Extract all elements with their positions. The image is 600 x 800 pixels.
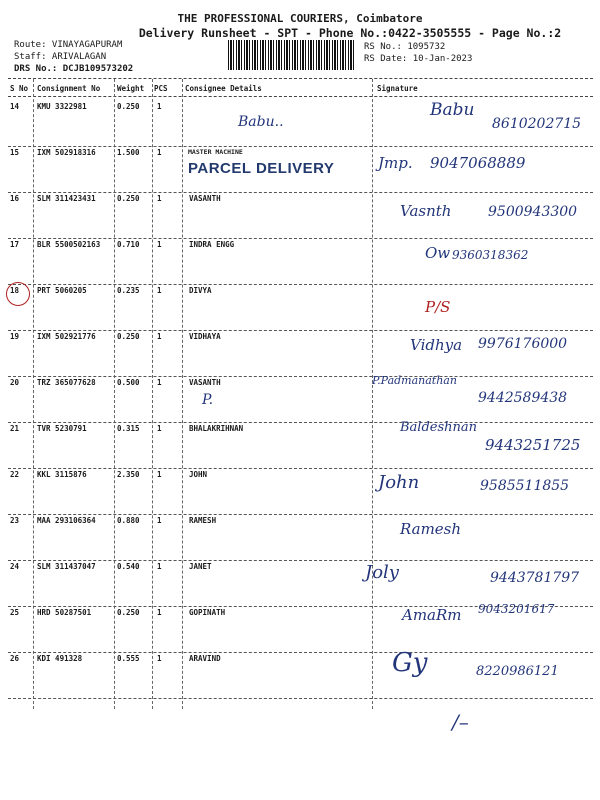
row-weight: 0.250 bbox=[117, 194, 140, 203]
header-top-rule bbox=[8, 78, 593, 79]
col-header-sno: S No bbox=[10, 84, 29, 93]
row-consignment-no: HRD 50287501 bbox=[37, 608, 92, 617]
row-consignee: BHALAKRIHNAN bbox=[189, 424, 244, 433]
row-consignment-no: BLR 5500502163 bbox=[37, 240, 101, 249]
row-sno: 23 bbox=[10, 516, 20, 525]
col-header-consignment: Consignment No bbox=[37, 84, 101, 93]
table-row bbox=[0, 374, 600, 424]
handwritten-signature: Vasnth bbox=[400, 202, 452, 220]
stamp-company-text: MASTER MACHINE bbox=[188, 148, 243, 156]
handwritten-phone: 8220986121 bbox=[476, 664, 559, 679]
row-pcs: 1 bbox=[157, 286, 162, 295]
row-weight: 0.250 bbox=[117, 608, 140, 617]
handwritten-signature: Jmp. bbox=[378, 154, 413, 172]
handwritten-signature: P.Padmanathan bbox=[372, 374, 457, 387]
row-sno: 16 bbox=[10, 194, 20, 203]
table-row bbox=[0, 102, 600, 148]
row-weight: 1.500 bbox=[117, 148, 140, 157]
handwritten-phone: 9585511855 bbox=[480, 478, 570, 494]
handwritten-phone: 8610202715 bbox=[492, 116, 582, 132]
handwritten-signature: Ow bbox=[425, 244, 451, 262]
row-consignee: JANET bbox=[189, 562, 212, 571]
row-separator bbox=[8, 146, 593, 147]
row-consignment-no: KMU 3322981 bbox=[37, 102, 87, 111]
row-separator bbox=[8, 238, 593, 239]
row-separator bbox=[8, 192, 593, 193]
route-label: Route: VINAYAGAPURAM bbox=[14, 40, 123, 50]
row-pcs: 1 bbox=[157, 332, 162, 341]
row-consignment-no: SLM 311437047 bbox=[37, 562, 96, 571]
row-sno: 20 bbox=[10, 378, 20, 387]
handwritten-signature: Gy bbox=[392, 648, 428, 678]
row-weight: 0.235 bbox=[117, 286, 140, 295]
col-header-signature: Signature bbox=[377, 84, 418, 93]
row-weight: 0.540 bbox=[117, 562, 140, 571]
table-row bbox=[0, 332, 600, 378]
handwritten-signature: John bbox=[378, 472, 420, 493]
row-separator bbox=[8, 376, 593, 377]
row-separator bbox=[8, 284, 593, 285]
row-sno: 17 bbox=[10, 240, 20, 249]
col-header-pcs: PCS bbox=[154, 84, 168, 93]
row-consignee: RAMESH bbox=[189, 516, 217, 525]
row-pcs: 1 bbox=[157, 240, 162, 249]
row-consignment-no: KDI 491328 bbox=[37, 654, 83, 663]
row-weight: 2.350 bbox=[117, 470, 140, 479]
rs-date: RS Date: 10-Jan-2023 bbox=[364, 54, 473, 64]
header-bottom-rule bbox=[8, 96, 593, 97]
col-header-consignee: Consignee Details bbox=[185, 84, 262, 93]
table-row bbox=[0, 602, 600, 654]
row-sno: 19 bbox=[10, 332, 20, 341]
handwritten-phone: 9443781797 bbox=[490, 570, 580, 586]
staff-label: Staff: ARIVALAGAN bbox=[14, 52, 107, 62]
row-consignment-no: PRT 5060205 bbox=[37, 286, 87, 295]
row-consignee: VIDHAYA bbox=[189, 332, 221, 341]
row-pcs: 1 bbox=[157, 562, 162, 571]
table-row bbox=[0, 194, 600, 240]
row-weight: 0.250 bbox=[117, 332, 140, 341]
row-pcs: 1 bbox=[157, 424, 162, 433]
handwritten-signature: AmaRm bbox=[402, 606, 462, 624]
row-consignment-no: IXM 502918316 bbox=[37, 148, 96, 157]
row-consignment-no: TVR 5230791 bbox=[37, 424, 87, 433]
table-row bbox=[0, 516, 600, 562]
row-sno: 24 bbox=[10, 562, 20, 571]
drs-number: DRS No.: DCJB109573202 bbox=[14, 64, 134, 74]
row-weight: 0.315 bbox=[117, 424, 140, 433]
row-separator bbox=[8, 698, 593, 699]
table-row bbox=[0, 240, 600, 286]
handwritten-signature: Baldeshnan bbox=[400, 420, 478, 435]
row-pcs: 1 bbox=[157, 194, 162, 203]
row-consignee: VASANTH bbox=[189, 194, 221, 203]
handwritten-name: P. bbox=[202, 392, 214, 408]
handwritten-signature: Vidhya bbox=[410, 336, 463, 354]
row-separator bbox=[8, 330, 593, 331]
handwritten-signature: Ramesh bbox=[400, 520, 462, 538]
row-pcs: 1 bbox=[157, 654, 162, 663]
row-consignee: INDRA ENGG bbox=[189, 240, 235, 249]
parcel-delivery-stamp: PARCEL DELIVERY bbox=[188, 160, 335, 177]
row-weight: 0.555 bbox=[117, 654, 140, 663]
row-pcs: 1 bbox=[157, 470, 162, 479]
runsheet-subtitle: Delivery Runsheet - SPT - Phone No.:0422-3505555 - Page No.:2 bbox=[138, 26, 562, 40]
row-consignment-no: IXM 502921776 bbox=[37, 332, 96, 341]
row-pcs: 1 bbox=[157, 378, 162, 387]
row-consignee: ARAVIND bbox=[189, 654, 221, 663]
handwritten-signature: Babu bbox=[430, 100, 475, 120]
row-sno: 18 bbox=[10, 286, 20, 295]
row-consignee: GOPINATH bbox=[189, 608, 226, 617]
row-consignment-no: SLM 311423431 bbox=[37, 194, 96, 203]
row-separator bbox=[8, 652, 593, 653]
row-sno: 25 bbox=[10, 608, 20, 617]
row-sno: 22 bbox=[10, 470, 20, 479]
ps-annotation: P/S bbox=[425, 298, 451, 316]
table-row bbox=[0, 286, 600, 332]
handwritten-phone: 9043201617 bbox=[478, 602, 555, 616]
row-consignee: JOHN bbox=[189, 470, 208, 479]
row-separator bbox=[8, 468, 593, 469]
table-row bbox=[0, 470, 600, 516]
row-consignee: VASANTH bbox=[189, 378, 221, 387]
row-pcs: 1 bbox=[157, 608, 162, 617]
row-sno: 15 bbox=[10, 148, 20, 157]
handwritten-signature: Joly bbox=[365, 562, 399, 583]
footer-hand-mark: /– bbox=[452, 710, 469, 734]
company-title: THE PROFESSIONAL COURIERS, Coimbatore bbox=[177, 12, 423, 25]
row-sno: 14 bbox=[10, 102, 20, 111]
handwritten-phone: 9442589438 bbox=[478, 390, 568, 406]
row-consignment-no: KKL 3115876 bbox=[37, 470, 87, 479]
row-pcs: 1 bbox=[157, 102, 162, 111]
row-pcs: 1 bbox=[157, 516, 162, 525]
row-separator bbox=[8, 514, 593, 515]
row-weight: 0.880 bbox=[117, 516, 140, 525]
handwritten-phone: 9443251725 bbox=[485, 436, 581, 454]
row-consignee: DIVYA bbox=[189, 286, 212, 295]
handwritten-name: Babu.. bbox=[238, 114, 284, 130]
row-consignment-no: TRZ 365077628 bbox=[37, 378, 96, 387]
row-separator bbox=[8, 422, 593, 423]
row-weight: 0.710 bbox=[117, 240, 140, 249]
handwritten-phone: 9047068889 bbox=[430, 154, 526, 172]
row-consignment-no: MAA 293106364 bbox=[37, 516, 96, 525]
row-separator bbox=[8, 560, 593, 561]
row-sno: 26 bbox=[10, 654, 20, 663]
handwritten-phone: 9976176000 bbox=[478, 336, 568, 352]
rs-number: RS No.: 1095732 bbox=[364, 42, 446, 52]
row-sno: 21 bbox=[10, 424, 20, 433]
handwritten-phone: 9500943300 bbox=[488, 204, 578, 220]
row-weight: 0.250 bbox=[117, 102, 140, 111]
row-18-circle-mark bbox=[6, 282, 30, 306]
table-row bbox=[0, 420, 600, 470]
table-row bbox=[0, 648, 600, 700]
col-header-weight: Weight bbox=[117, 84, 145, 93]
row-pcs: 1 bbox=[157, 148, 162, 157]
handwritten-phone: 9360318362 bbox=[452, 248, 529, 262]
row-weight: 0.500 bbox=[117, 378, 140, 387]
barcode bbox=[228, 40, 354, 70]
